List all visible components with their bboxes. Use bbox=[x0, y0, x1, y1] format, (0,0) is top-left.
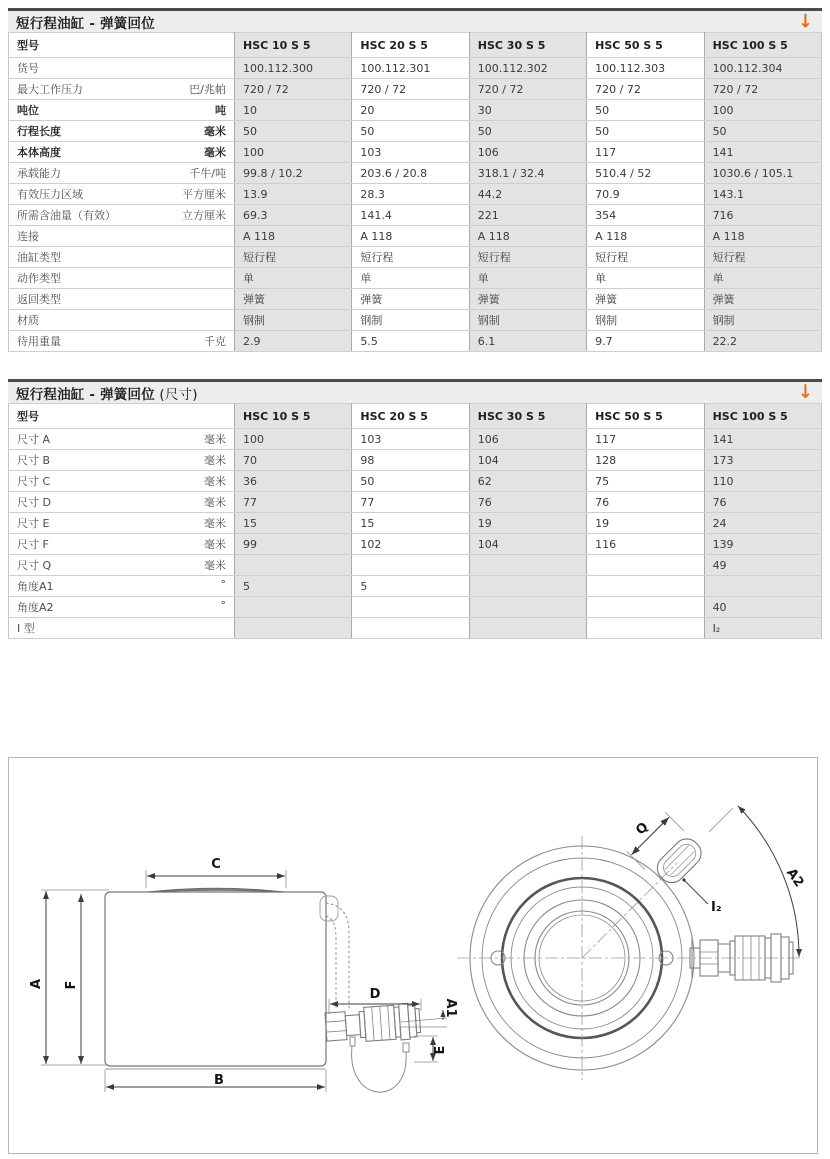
spec-value-cell: 22.2 bbox=[704, 331, 821, 352]
dimension-table-section bbox=[8, 379, 822, 639]
spec-value-cell: 短行程 bbox=[235, 247, 352, 268]
spec-row-label-cell bbox=[9, 429, 235, 450]
spec-row-label-cell bbox=[9, 79, 235, 100]
table-row bbox=[9, 184, 822, 205]
spec-row-label: 尺寸 F bbox=[17, 538, 49, 551]
spec-row-label: 所需含油量（有效） bbox=[17, 209, 116, 222]
spec-value-cell bbox=[235, 597, 352, 618]
spec-row-label: 尺寸 A bbox=[17, 433, 51, 446]
dim-label-I2: I₂ bbox=[711, 900, 722, 915]
cylinder-body-outline bbox=[105, 892, 326, 1066]
table-row bbox=[9, 450, 822, 471]
spec-value-cell: 104 bbox=[469, 450, 586, 471]
spec-value-cell: 77 bbox=[352, 492, 469, 513]
spec-value-cell: 100 bbox=[235, 429, 352, 450]
spec-row-label-cell bbox=[9, 618, 235, 639]
spec-value-cell bbox=[352, 597, 469, 618]
scroll-down-arrow-icon[interactable]: ↓ bbox=[797, 380, 813, 403]
spec-row-unit: 毫米 bbox=[204, 538, 226, 551]
table-row bbox=[9, 555, 822, 576]
spec-value-cell: 单 bbox=[469, 268, 586, 289]
spec-value-cell: A 118 bbox=[587, 226, 704, 247]
spec-value-cell bbox=[704, 576, 821, 597]
spec-row-label-cell bbox=[9, 247, 235, 268]
spec-row-unit: 毫米 bbox=[204, 146, 226, 159]
spec-row-unit: 毫米 bbox=[204, 559, 226, 572]
spec-value-cell: 44.2 bbox=[469, 184, 586, 205]
spec-value-cell: 221 bbox=[469, 205, 586, 226]
spec-row-label: 吨位 bbox=[17, 104, 39, 117]
spec-value-cell bbox=[587, 618, 704, 639]
spec-value-cell: 69.3 bbox=[235, 205, 352, 226]
spec-value-cell: 单 bbox=[235, 268, 352, 289]
spec-row-label-cell bbox=[9, 121, 235, 142]
model-header-label: 型号 bbox=[9, 404, 235, 429]
spec-value-cell: 117 bbox=[587, 142, 704, 163]
spec-row-label: 尺寸 D bbox=[17, 496, 51, 509]
spec-value-cell: 103 bbox=[352, 429, 469, 450]
oil-port bbox=[618, 804, 706, 892]
spec-value-cell: 104 bbox=[469, 534, 586, 555]
spec-value-cell: 103 bbox=[352, 142, 469, 163]
spec-value-cell bbox=[469, 597, 586, 618]
spec-row-unit: 毫米 bbox=[204, 517, 226, 530]
spec-row-unit: 平方厘米 bbox=[182, 188, 226, 201]
spec-value-cell: 50 bbox=[352, 121, 469, 142]
spec-table bbox=[8, 32, 822, 352]
dimension-table bbox=[8, 403, 822, 639]
spec-value-cell: 720 / 72 bbox=[587, 79, 704, 100]
spec-value-cell: 5 bbox=[352, 576, 469, 597]
spec-row-label: 本体高度 bbox=[17, 146, 61, 159]
spec-row-unit: 毫米 bbox=[204, 433, 226, 446]
spec-row-label: 有效压力区域 bbox=[17, 188, 83, 201]
spec-value-cell: 40 bbox=[704, 597, 821, 618]
spec-row-unit: 千克 bbox=[204, 335, 226, 348]
spec-value-cell: 720 / 72 bbox=[704, 79, 821, 100]
spec-row-label: 油缸类型 bbox=[17, 251, 61, 264]
spec-value-cell: I₂ bbox=[704, 618, 821, 639]
dimension-table-title bbox=[16, 383, 198, 403]
table-row bbox=[9, 226, 822, 247]
technical-drawing bbox=[9, 758, 817, 1151]
spec-value-cell: 50 bbox=[352, 471, 469, 492]
spec-row-label: 尺寸 E bbox=[17, 517, 50, 530]
spec-row-label-cell bbox=[9, 310, 235, 331]
spec-value-cell: 15 bbox=[235, 513, 352, 534]
table-row bbox=[9, 205, 822, 226]
spec-value-cell: 弹簧 bbox=[469, 289, 586, 310]
spec-row-label-cell bbox=[9, 513, 235, 534]
model-header-row bbox=[9, 33, 822, 58]
spec-value-cell: 76 bbox=[469, 492, 586, 513]
technical-drawing-panel bbox=[8, 757, 818, 1154]
spec-row-label: I 型 bbox=[17, 622, 35, 635]
spec-value-cell: 116 bbox=[587, 534, 704, 555]
spec-value-cell: 62 bbox=[469, 471, 586, 492]
spec-row-label: 返回类型 bbox=[17, 293, 61, 306]
spec-row-label-cell bbox=[9, 289, 235, 310]
spec-value-cell: 720 / 72 bbox=[352, 79, 469, 100]
spec-table-section bbox=[8, 8, 822, 352]
spec-row-label-cell bbox=[9, 163, 235, 184]
spec-row-unit: ° bbox=[220, 578, 226, 591]
dim-label-B: B bbox=[214, 1073, 224, 1088]
spec-value-cell: 203.6 / 20.8 bbox=[352, 163, 469, 184]
spec-value-cell: 76 bbox=[704, 492, 821, 513]
spec-row-label-cell bbox=[9, 184, 235, 205]
spec-row-unit: 巴/兆帕 bbox=[189, 83, 226, 96]
spec-row-label: 动作类型 bbox=[17, 272, 61, 285]
spec-value-cell: 钢制 bbox=[352, 310, 469, 331]
model-header-cell: HSC 50 S 5 bbox=[587, 404, 704, 429]
spec-row-label-cell bbox=[9, 58, 235, 79]
dim-label-A: A bbox=[29, 978, 44, 990]
spec-value-cell: 50 bbox=[587, 100, 704, 121]
spec-value-cell: 141 bbox=[704, 142, 821, 163]
spec-row-label-cell bbox=[9, 331, 235, 352]
spec-value-cell: 50 bbox=[587, 121, 704, 142]
dimension-table-title-suffix: (尺寸) bbox=[154, 386, 198, 403]
spec-row-label-cell bbox=[9, 576, 235, 597]
spec-value-cell: 354 bbox=[587, 205, 704, 226]
spec-value-cell: A 118 bbox=[235, 226, 352, 247]
spec-value-cell: 单 bbox=[352, 268, 469, 289]
spec-value-cell: 720 / 72 bbox=[469, 79, 586, 100]
spec-value-cell bbox=[235, 618, 352, 639]
spec-value-cell: 钢制 bbox=[704, 310, 821, 331]
spec-value-cell: 102 bbox=[352, 534, 469, 555]
model-header-cell: HSC 50 S 5 bbox=[587, 33, 704, 58]
table-row bbox=[9, 100, 822, 121]
table-row bbox=[9, 331, 822, 352]
table-row bbox=[9, 618, 822, 639]
spec-value-cell: 75 bbox=[587, 471, 704, 492]
spec-row-label-cell bbox=[9, 268, 235, 289]
spec-value-cell: 98 bbox=[352, 450, 469, 471]
dust-cap-lanyard bbox=[350, 1037, 409, 1092]
spec-value-cell: 100.112.300 bbox=[235, 58, 352, 79]
table-row bbox=[9, 58, 822, 79]
model-header-cell: HSC 20 S 5 bbox=[352, 404, 469, 429]
model-header-cell: HSC 30 S 5 bbox=[469, 404, 586, 429]
spec-table-title bbox=[16, 12, 155, 32]
spec-value-cell: 弹簧 bbox=[352, 289, 469, 310]
table-row bbox=[9, 597, 822, 618]
spec-row-label-cell bbox=[9, 100, 235, 121]
spec-row-label: 行程长度 bbox=[17, 125, 61, 138]
spec-value-cell: 173 bbox=[704, 450, 821, 471]
spec-row-label: 角度A1 bbox=[17, 580, 54, 593]
spec-value-cell: 钢制 bbox=[469, 310, 586, 331]
spec-value-cell: 短行程 bbox=[704, 247, 821, 268]
spec-value-cell: 单 bbox=[704, 268, 821, 289]
table-row bbox=[9, 576, 822, 597]
spec-value-cell: 钢制 bbox=[235, 310, 352, 331]
spec-row-label-cell bbox=[9, 226, 235, 247]
spec-value-cell bbox=[469, 555, 586, 576]
dimension-table-title-main: 短行程油缸 - 弹簧回位 bbox=[16, 386, 155, 403]
spec-row-label: 材质 bbox=[17, 314, 39, 327]
spec-value-cell: 短行程 bbox=[587, 247, 704, 268]
spec-value-cell: A 118 bbox=[704, 226, 821, 247]
spec-row-label: 承载能力 bbox=[17, 167, 61, 180]
spec-row-label: 角度A2 bbox=[17, 601, 54, 614]
spec-value-cell: 106 bbox=[469, 142, 586, 163]
spec-row-unit: 吨 bbox=[215, 104, 226, 117]
table-row bbox=[9, 163, 822, 184]
spec-row-unit: 毫米 bbox=[204, 475, 226, 488]
spec-row-label-cell bbox=[9, 597, 235, 618]
spec-value-cell: 2.9 bbox=[235, 331, 352, 352]
spec-value-cell bbox=[469, 618, 586, 639]
spec-value-cell: 716 bbox=[704, 205, 821, 226]
table-row bbox=[9, 79, 822, 100]
spec-value-cell: 100.112.302 bbox=[469, 58, 586, 79]
dim-label-Q: Q bbox=[633, 819, 652, 839]
spec-value-cell: A 118 bbox=[469, 226, 586, 247]
spec-value-cell: 99.8 / 10.2 bbox=[235, 163, 352, 184]
table-row bbox=[9, 247, 822, 268]
spec-value-cell: 139 bbox=[704, 534, 821, 555]
spec-value-cell: 117 bbox=[587, 429, 704, 450]
spec-value-cell: 510.4 / 52 bbox=[587, 163, 704, 184]
dim-label-A1: A1 bbox=[443, 998, 458, 1018]
spec-table-title-bar bbox=[8, 8, 822, 32]
spec-row-unit: 毫米 bbox=[204, 454, 226, 467]
spec-value-cell: 49 bbox=[704, 555, 821, 576]
spec-row-unit: 千牛/吨 bbox=[189, 167, 226, 180]
model-header-label: 型号 bbox=[9, 33, 235, 58]
spec-value-cell: 19 bbox=[587, 513, 704, 534]
table-row bbox=[9, 142, 822, 163]
spec-value-cell: 20 bbox=[352, 100, 469, 121]
spec-row-label-cell bbox=[9, 142, 235, 163]
spec-value-cell: 单 bbox=[587, 268, 704, 289]
spec-value-cell: 钢制 bbox=[587, 310, 704, 331]
spec-row-label: 连接 bbox=[17, 230, 39, 243]
spec-value-cell: 720 / 72 bbox=[235, 79, 352, 100]
port-leader-line bbox=[682, 878, 708, 904]
spec-value-cell: 106 bbox=[469, 429, 586, 450]
spec-row-label-cell bbox=[9, 492, 235, 513]
spec-value-cell: 70.9 bbox=[587, 184, 704, 205]
spec-row-label: 尺寸 Q bbox=[17, 559, 52, 572]
hidden-oil-passage bbox=[326, 903, 349, 1010]
spec-value-cell bbox=[352, 555, 469, 576]
table-row bbox=[9, 268, 822, 289]
spec-value-cell: 50 bbox=[235, 121, 352, 142]
spec-row-label-cell bbox=[9, 534, 235, 555]
spec-value-cell: 弹簧 bbox=[704, 289, 821, 310]
spec-row-label: 尺寸 C bbox=[17, 475, 51, 488]
table-row bbox=[9, 429, 822, 450]
table-row bbox=[9, 121, 822, 142]
spec-value-cell: 76 bbox=[587, 492, 704, 513]
spec-value-cell: 110 bbox=[704, 471, 821, 492]
spec-value-cell: 短行程 bbox=[469, 247, 586, 268]
spec-value-cell: 1030.6 / 105.1 bbox=[704, 163, 821, 184]
a2-angle-arc bbox=[709, 806, 799, 957]
spec-value-cell bbox=[587, 555, 704, 576]
spec-value-cell: 24 bbox=[704, 513, 821, 534]
dimension-table-title-bar bbox=[8, 379, 822, 403]
model-header-cell: HSC 10 S 5 bbox=[235, 33, 352, 58]
spec-value-cell: A 118 bbox=[352, 226, 469, 247]
spec-value-cell: 77 bbox=[235, 492, 352, 513]
dim-label-F: F bbox=[64, 980, 79, 990]
spec-value-cell: 100.112.304 bbox=[704, 58, 821, 79]
spec-value-cell: 9.7 bbox=[587, 331, 704, 352]
spec-value-cell: 100.112.303 bbox=[587, 58, 704, 79]
spec-row-label: 尺寸 B bbox=[17, 454, 51, 467]
spec-value-cell: 30 bbox=[469, 100, 586, 121]
scroll-down-arrow-icon[interactable]: ↓ bbox=[797, 9, 813, 32]
model-header-cell: HSC 100 S 5 bbox=[704, 33, 821, 58]
model-header-cell: HSC 10 S 5 bbox=[235, 404, 352, 429]
spec-value-cell bbox=[235, 555, 352, 576]
spec-value-cell bbox=[469, 576, 586, 597]
table-row bbox=[9, 513, 822, 534]
spec-value-cell: 50 bbox=[704, 121, 821, 142]
table-row bbox=[9, 310, 822, 331]
dim-label-E: E bbox=[433, 1045, 448, 1055]
table-row bbox=[9, 534, 822, 555]
table-row bbox=[9, 492, 822, 513]
spec-value-cell: 15 bbox=[352, 513, 469, 534]
spec-value-cell: 10 bbox=[235, 100, 352, 121]
model-header-cell: HSC 20 S 5 bbox=[352, 33, 469, 58]
spec-value-cell: 弹簧 bbox=[235, 289, 352, 310]
spec-row-label-cell bbox=[9, 450, 235, 471]
spec-row-unit: 毫米 bbox=[204, 496, 226, 509]
spec-value-cell: 13.9 bbox=[235, 184, 352, 205]
dim-label-C: C bbox=[211, 857, 221, 872]
spec-value-cell: 99 bbox=[235, 534, 352, 555]
spec-value-cell: 141 bbox=[704, 429, 821, 450]
spec-value-cell: 弹簧 bbox=[587, 289, 704, 310]
spec-value-cell: 100 bbox=[235, 142, 352, 163]
spec-value-cell: 141.4 bbox=[352, 205, 469, 226]
spec-value-cell bbox=[587, 576, 704, 597]
table-row bbox=[9, 289, 822, 310]
spec-value-cell: 36 bbox=[235, 471, 352, 492]
spec-value-cell: 5 bbox=[235, 576, 352, 597]
spec-value-cell: 128 bbox=[587, 450, 704, 471]
spec-row-label: 货号 bbox=[17, 62, 39, 75]
spec-row-label-cell bbox=[9, 471, 235, 492]
spec-row-unit: 毫米 bbox=[204, 125, 226, 138]
spec-value-cell: 28.3 bbox=[352, 184, 469, 205]
spec-value-cell: 318.1 / 32.4 bbox=[469, 163, 586, 184]
spec-value-cell: 100 bbox=[704, 100, 821, 121]
spec-value-cell: 50 bbox=[469, 121, 586, 142]
dim-label-A2: A2 bbox=[783, 865, 807, 891]
spec-value-cell: 70 bbox=[235, 450, 352, 471]
spec-value-cell: 19 bbox=[469, 513, 586, 534]
spec-row-unit: ° bbox=[220, 599, 226, 612]
model-header-cell: HSC 30 S 5 bbox=[469, 33, 586, 58]
spec-value-cell: 143.1 bbox=[704, 184, 821, 205]
model-header-cell: HSC 100 S 5 bbox=[704, 404, 821, 429]
spec-value-cell: 6.1 bbox=[469, 331, 586, 352]
spec-value-cell: 5.5 bbox=[352, 331, 469, 352]
spec-row-label: 最大工作压力 bbox=[17, 83, 83, 96]
table-row bbox=[9, 471, 822, 492]
model-header-row bbox=[9, 404, 822, 429]
spec-value-cell: 短行程 bbox=[352, 247, 469, 268]
spec-row-label-cell bbox=[9, 555, 235, 576]
spec-value-cell: 100.112.301 bbox=[352, 58, 469, 79]
spec-row-label: 待用重量 bbox=[17, 335, 61, 348]
spec-row-unit: 立方厘米 bbox=[182, 209, 226, 222]
spec-row-label-cell bbox=[9, 205, 235, 226]
spec-value-cell bbox=[352, 618, 469, 639]
spec-value-cell bbox=[587, 597, 704, 618]
spec-table-title-main: 短行程油缸 - 弹簧回位 bbox=[16, 15, 155, 32]
top-view-drawing bbox=[457, 804, 807, 1080]
dim-label-D: D bbox=[369, 987, 381, 1002]
side-view-coupler bbox=[325, 1003, 421, 1045]
